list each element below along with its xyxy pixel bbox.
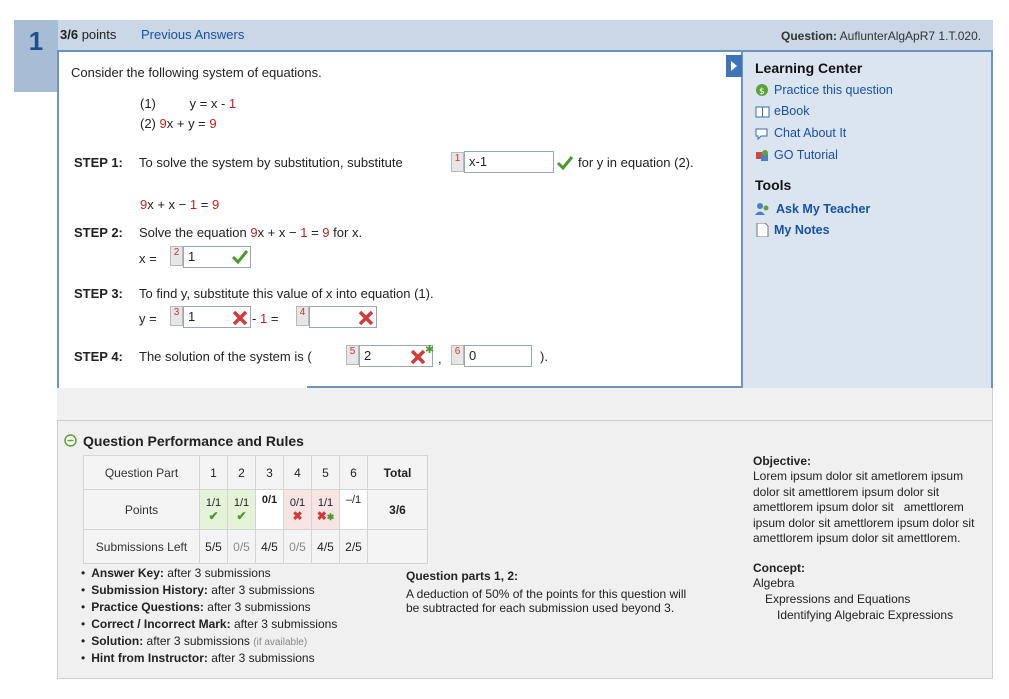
step3-mid: [252, 311, 278, 326]
eq1-lhs: y = x -: [189, 96, 226, 111]
x-icon: ✖✱: [316, 508, 335, 523]
concept-level-3: Identifying Algebraic Expressions: [777, 608, 954, 622]
concept-title: Concept:: [753, 561, 805, 575]
points-cell: [228, 490, 256, 530]
svg-text:$: $: [759, 87, 765, 97]
step3-label: STEP 3:: [74, 286, 123, 301]
objective-text: [753, 469, 974, 547]
concept-level-2: Expressions and Equations: [765, 592, 911, 606]
collapse-icon[interactable]: [64, 434, 77, 447]
rule-text: after 3 submissions: [146, 634, 250, 648]
performance-title: Question Performance and Rules: [83, 433, 304, 449]
step1-result: [140, 197, 219, 212]
points-value: 1/1: [205, 496, 222, 509]
step3-badge-2: 4: [296, 306, 309, 326]
points-cell: [340, 490, 368, 530]
panel-toggle-icon[interactable]: [726, 55, 742, 77]
points-value: 1/1: [317, 496, 334, 509]
step3-var: y =: [139, 311, 157, 326]
list-item: [92, 600, 337, 614]
list-item: [92, 583, 337, 597]
step2-label: STEP 2:: [74, 225, 123, 240]
go-tutorial-link[interactable]: GO Tutorial: [774, 148, 838, 162]
rule-text: after 3 submissions: [207, 600, 311, 614]
check-icon: ✔: [208, 508, 219, 523]
rule-label: Solution:: [91, 634, 144, 648]
step1-label: STEP 1:: [74, 155, 123, 170]
ebook-icon: [755, 105, 770, 119]
eq2-mid: x + y =: [166, 116, 206, 131]
chat-about-it-link[interactable]: Chat About It: [774, 126, 847, 140]
notes-icon: [755, 223, 770, 237]
asterisk-icon: ✱: [425, 344, 435, 356]
part-header: 6: [340, 456, 368, 490]
step3-badge-1: 3: [170, 306, 183, 326]
incorrect-x-icon: [357, 309, 375, 327]
step1-text: To solve the system by substitution, substitute: [139, 155, 403, 170]
step2-post: for x.: [333, 225, 363, 240]
rule-label: Submission History:: [91, 583, 208, 597]
part-header: 2: [228, 456, 256, 490]
step3-answer-1-input[interactable]: 1: [183, 306, 251, 328]
previous-answers-link[interactable]: Previous Answers: [141, 27, 245, 42]
question-label: Question:: [781, 29, 837, 43]
rule-label: Answer Key:: [91, 566, 164, 580]
eq2-number: (2): [140, 116, 156, 131]
step2-answer-input[interactable]: 1: [183, 246, 251, 268]
total-header: Total: [368, 456, 428, 490]
tutorial-icon: [755, 149, 770, 163]
equation-2: [140, 116, 217, 131]
step3-text: To find y, substitute this value of x into equation (1).: [139, 286, 434, 301]
ask-my-teacher-link[interactable]: Ask My Teacher: [776, 202, 871, 216]
step4-answer-2-input[interactable]: 0: [464, 345, 532, 367]
objective-line: Lorem ipsum dolor sit ametlorem ipsum: [753, 469, 964, 483]
check-icon: ✔: [236, 508, 247, 523]
objective-line: ipsum dolor sit amettlorem ipsum dolor sit: [753, 515, 975, 530]
step3-mid-a: -: [252, 311, 257, 326]
step2-var: x =: [139, 251, 157, 266]
step2-eq-e: 9: [322, 225, 330, 240]
step4-answer-1-input[interactable]: 2: [359, 345, 433, 367]
question-number: 1: [28, 26, 44, 56]
table-row: [84, 456, 802, 490]
score-value: 3/6: [60, 27, 79, 42]
points-value: 0/1: [289, 496, 306, 509]
subs-cell: 2/5: [340, 530, 368, 564]
list-item: [92, 651, 337, 665]
subs-cell: 4/5: [256, 530, 284, 564]
learning-center-panel: [741, 50, 993, 390]
points-label: points: [81, 27, 117, 42]
rules-list: [80, 566, 337, 668]
step2-badge: 2: [170, 246, 183, 266]
step2-text: [139, 225, 362, 240]
points-value: 1/1: [233, 496, 250, 509]
correct-check-icon: [556, 154, 574, 172]
step2-eq-c: 1: [300, 225, 308, 240]
points-cell: [312, 490, 340, 530]
step4-badge-1: 5: [346, 345, 359, 365]
table-row: [84, 490, 802, 530]
concept-level-1: Algebra: [753, 576, 795, 590]
step4-badge-2: 6: [451, 345, 464, 365]
row-label-subs: Submissions Left: [84, 530, 200, 564]
performance-table: [83, 455, 802, 564]
part-header: 5: [312, 456, 340, 490]
lower-section-top: [57, 388, 993, 424]
rule-label: Hint from Instructor:: [91, 651, 208, 665]
subs-total-cell: [368, 530, 428, 564]
step3-mid-c: =: [270, 311, 279, 326]
objective-line: amettlorem ipsum dolor sit amettlorem.: [753, 531, 961, 546]
step2-pre: Solve the equation: [139, 225, 247, 240]
points-value: –/1: [345, 494, 362, 506]
step4-close: ).: [540, 349, 548, 364]
eq2-coef: 9: [159, 116, 167, 131]
correct-check-icon: [231, 248, 249, 266]
points-value: 0/1: [261, 494, 278, 506]
subs-cell: 0/5: [284, 530, 312, 564]
points-cell: [200, 490, 228, 530]
objective-line: dolor sit amettlorem ipsum dolor sit: [753, 484, 940, 499]
part-header: 4: [284, 456, 312, 490]
step2-eq-d: =: [311, 225, 319, 240]
eq1-rhs: 1: [228, 96, 237, 111]
points-cell: [284, 490, 312, 530]
learning-center-title: Learning Center: [755, 60, 863, 76]
x-icon: ✖: [292, 508, 303, 523]
part-header: 3: [256, 456, 284, 490]
step2-eq-a: 9: [250, 225, 258, 240]
points-cell: [256, 490, 284, 530]
step1-answer-input[interactable]: x-1: [464, 151, 554, 173]
list-item: [92, 617, 337, 631]
step1-result-d: =: [200, 197, 209, 212]
rule-text: after 3 submissions: [211, 651, 315, 665]
question-parts-text-2: be subtracted for each submission used beyond 3.: [406, 601, 675, 615]
step1-after: for y in equation (2).: [578, 155, 694, 170]
step1-badge: 1: [451, 152, 464, 172]
total-points: 3/6: [368, 490, 428, 530]
eq1-number: (1): [140, 96, 156, 111]
list-item: [92, 566, 337, 580]
row-label-part: Question Part: [84, 456, 200, 490]
score: [60, 27, 116, 42]
subs-cell: 0/5: [228, 530, 256, 564]
ask-teacher-icon: [755, 202, 770, 216]
question-parts-title: Question parts 1, 2:: [406, 569, 519, 583]
step4-text: The solution of the system is (: [139, 349, 312, 364]
practice-question-link[interactable]: Practice this question: [774, 83, 893, 97]
my-notes-link[interactable]: My Notes: [774, 223, 830, 237]
rule-note: (if available): [253, 637, 308, 648]
objective-line: amettlorem ipsum dolor sit amettlorem: [753, 500, 964, 515]
question-id-value: AuflunterAlgApR7 1.T.020.: [839, 29, 982, 43]
row-label-points: Points: [84, 490, 200, 530]
equation-1: [140, 96, 236, 111]
step1-result-a: 9: [140, 197, 148, 212]
question-id: [781, 29, 981, 43]
step4-label: STEP 4:: [74, 349, 123, 364]
step2-eq-b: x + x −: [257, 225, 297, 240]
eq2-rhs: 9: [209, 116, 217, 131]
part-header: 1: [200, 456, 228, 490]
step3-mid-b: 1: [259, 311, 268, 326]
step1-result-c: 1: [189, 197, 198, 212]
rule-text: after 3 submissions: [167, 566, 271, 580]
objective-title: Objective:: [753, 454, 812, 468]
table-row: [84, 530, 802, 564]
step4-comma: ,: [438, 351, 442, 366]
subs-cell: 4/5: [312, 530, 340, 564]
chat-icon: [755, 127, 770, 141]
incorrect-x-icon: [231, 309, 249, 327]
tools-title: Tools: [755, 177, 792, 193]
rule-label: Correct / Incorrect Mark:: [91, 617, 231, 631]
question-parts-text-1: A deduction of 50% of the points for this question will: [406, 587, 687, 601]
rule-label: Practice Questions:: [91, 600, 204, 614]
ebook-link[interactable]: eBook: [774, 104, 810, 118]
problem-intro: Consider the following system of equations.: [71, 65, 322, 80]
subs-cell: 5/5: [200, 530, 228, 564]
rule-text: after 3 submissions: [211, 583, 315, 597]
rule-text: after 3 submissions: [233, 617, 338, 631]
list-item: [92, 634, 337, 648]
step1-result-b: x + x −: [147, 197, 187, 212]
practice-icon: [755, 83, 770, 97]
step1-result-e: 9: [211, 197, 220, 212]
